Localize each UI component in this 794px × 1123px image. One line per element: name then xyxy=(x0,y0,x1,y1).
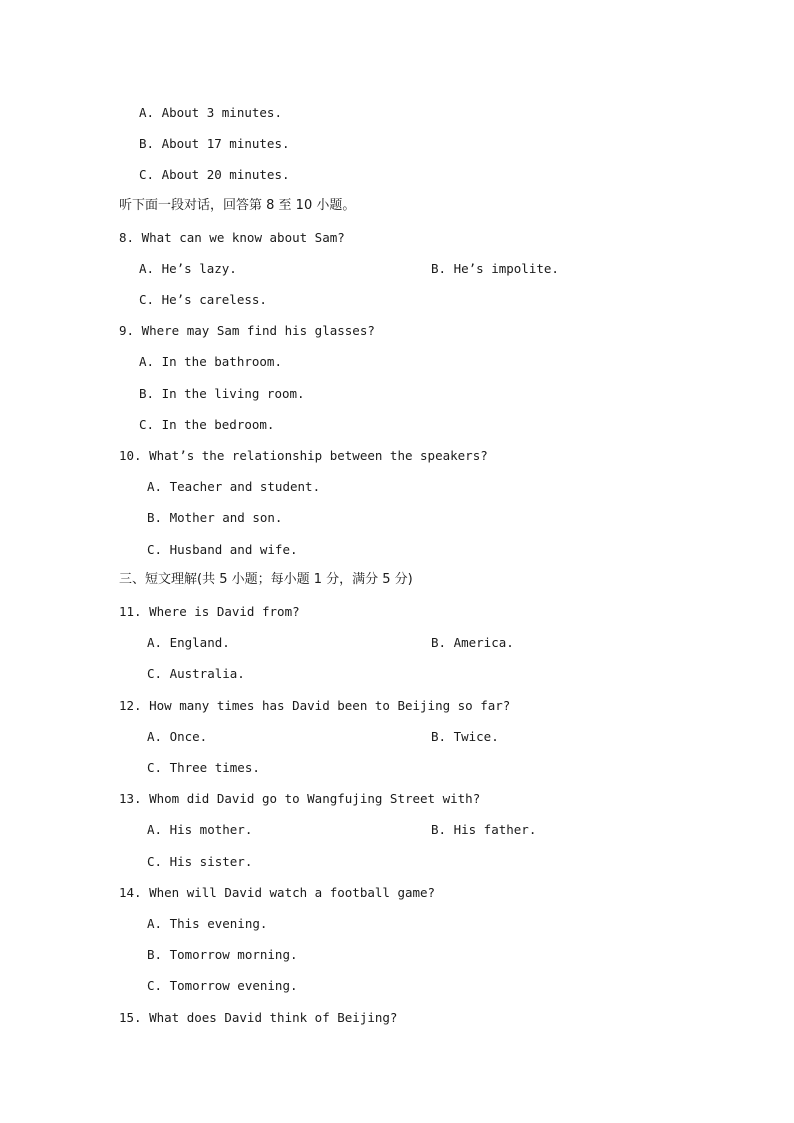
q9-question: 9. Where may Sam find his glasses? xyxy=(119,323,375,338)
q11-question: 11. Where is David from? xyxy=(119,604,300,619)
q11-option-c: C. Australia. xyxy=(147,666,245,681)
q7-option-a: A. About 3 minutes. xyxy=(139,105,282,120)
q14-option-a: A. This evening. xyxy=(147,916,268,931)
q13-option-a: A. His mother. xyxy=(147,822,253,837)
q12-option-b: B. Twice. xyxy=(431,729,499,744)
q11-option-b: B. America. xyxy=(431,635,514,650)
q12-option-a: A. Once. xyxy=(147,729,208,744)
section3-heading: 三、短文理解(共 5 小题；每小题 1 分，满分 5 分) xyxy=(119,572,413,587)
q11-option-a: A. England. xyxy=(147,635,230,650)
q9-option-c: C. In the bedroom. xyxy=(139,417,275,432)
q8-option-a: A. He’s lazy. xyxy=(139,261,237,276)
q14-option-c: C. Tomorrow evening. xyxy=(147,978,298,993)
q15-question: 15. What does David think of Beijing? xyxy=(119,1010,398,1025)
q14-option-b: B. Tomorrow morning. xyxy=(147,947,298,962)
q12-question: 12. How many times has David been to Beijing so far? xyxy=(119,698,511,713)
q9-option-b: B. In the living room. xyxy=(139,386,305,401)
q8-question: 8. What can we know about Sam? xyxy=(119,230,345,245)
q8-option-b: B. He’s impolite. xyxy=(431,261,559,276)
q10-question: 10. What’s the relationship between the speakers? xyxy=(119,448,488,463)
q9-option-a: A. In the bathroom. xyxy=(139,354,282,369)
q14-question: 14. When will David watch a football game? xyxy=(119,885,436,900)
q13-option-c: C. His sister. xyxy=(147,854,253,869)
q13-option-b: B. His father. xyxy=(431,822,537,837)
q10-option-c: C. Husband and wife. xyxy=(147,542,298,557)
q7-option-b: B. About 17 minutes. xyxy=(139,136,290,151)
q13-question: 13. Whom did David go to Wangfujing Street with? xyxy=(119,791,481,806)
instruction-8-10: 听下面一段对话，回答第 8 至 10 小题。 xyxy=(119,198,356,213)
q8-option-c: C. He’s careless. xyxy=(139,292,267,307)
q10-option-b: B. Mother and son. xyxy=(147,510,283,525)
q7-option-c: C. About 20 minutes. xyxy=(139,167,290,182)
q10-option-a: A. Teacher and student. xyxy=(147,479,321,494)
q12-option-c: C. Three times. xyxy=(147,760,260,775)
